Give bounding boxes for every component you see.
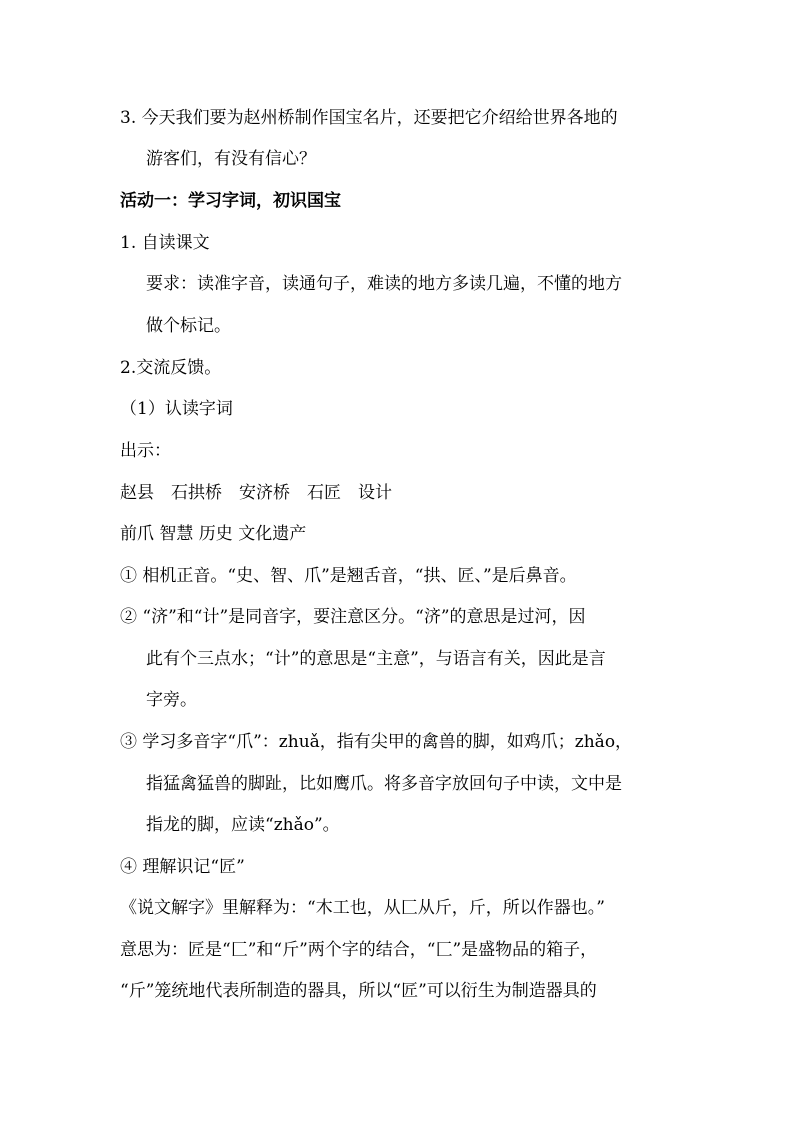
requirement-line-2: 做个标记。 [146, 316, 231, 336]
item-3-line-2: 游客们，有没有信心？ [146, 149, 316, 169]
point-4-heading: ④ 理解识记“匠” [120, 857, 245, 877]
word-list-1: 赵县 石拱桥 安济桥 石匠 设计 [120, 483, 392, 503]
point-1: ① 相机正音。“史、智、爪”是翘舌音，“拱、匠、”是后鼻音。 [120, 566, 577, 586]
point-2-line-3: 字旁。 [146, 690, 197, 710]
meaning-line-1: 意思为：匠是“匚”和“斤”两个字的结合，“匚”是盛物品的箱子， [120, 940, 598, 960]
meaning-line-2: “斤”笼统地代表所制造的器具，所以“匠”可以衍生为制造器具的 [120, 981, 597, 1001]
point-2-line-1: ② “济”和“计”是同音字，要注意区分。“济”的意思是过河，因 [120, 607, 586, 627]
activity-heading: 活动一：学习字词，初识国宝 [120, 191, 341, 211]
point-3-line-3: 指龙的脚，应读“zhǎo”。 [146, 815, 340, 835]
point-3-line-2: 指猛禽猛兽的脚趾，比如鹰爪。将多音字放回句子中读，文中是 [146, 774, 622, 794]
step-2-heading: 2.交流反馈。 [120, 358, 222, 378]
sub-step-1-heading: （1）认读字词 [120, 399, 233, 419]
step-1-heading: 1. 自读课文 [120, 233, 210, 253]
point-2-line-2: 此有个三点水；“计”的意思是“主意”，与语言有关，因此是言 [146, 649, 606, 669]
shuowen-quote: 《说文解字》里解释为：“木工也，从匚从斤，斤，所以作器也。” [120, 898, 605, 918]
requirement-line-1: 要求：读准字音，读通句子，难读的地方多读几遍，不懂的地方 [146, 274, 622, 294]
point-3-line-1: ③ 学习多音字“爪”：zhuǎ，指有尖甲的禽兽的脚，如鸡爪；zhǎo， [120, 732, 633, 752]
show-label: 出示： [120, 441, 171, 461]
item-3-line-1: 3. 今天我们要为赵州桥制作国宝名片，还要把它介绍给世界各地的 [120, 108, 618, 128]
word-list-2: 前爪 智慧 历史 文化遗产 [120, 524, 307, 544]
